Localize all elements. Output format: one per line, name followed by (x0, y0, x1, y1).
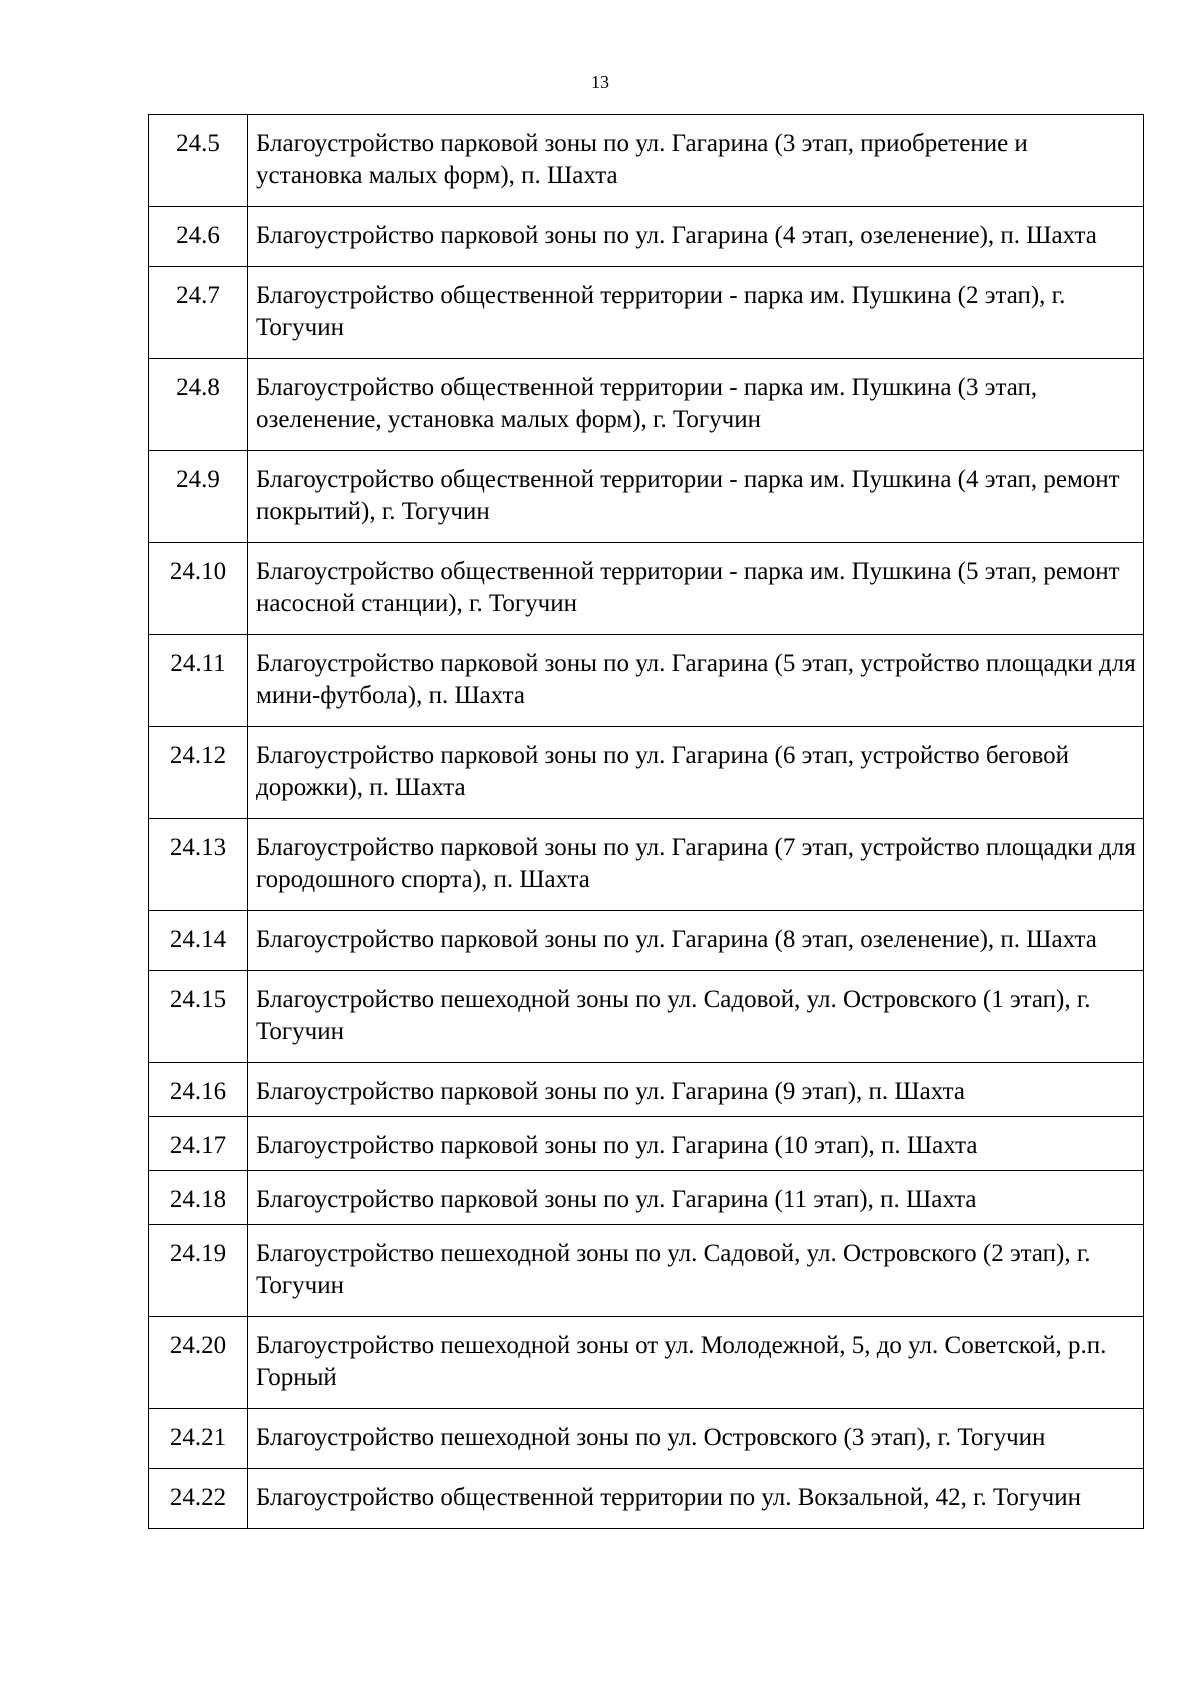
table-row (149, 819, 1144, 911)
row-description: Благоустройство общественной территории - парка им. Пушкина (5 этап, ремонт насосной станции), г. Тогучин (248, 543, 1144, 635)
row-description: Благоустройство пешеходной зоны по ул. Садовой, ул. Островского (1 этап), г. Тогучин (248, 971, 1144, 1063)
table-row (149, 1117, 1144, 1171)
row-description: Благоустройство парковой зоны по ул. Гагарина (8 этап, озеленение), п. Шахта (248, 911, 1144, 971)
row-number: 24.18 (149, 1171, 248, 1225)
table-row (149, 911, 1144, 971)
row-description: Благоустройство парковой зоны по ул. Гагарина (4 этап, озеленение), п. Шахта (248, 207, 1144, 267)
row-number: 24.8 (149, 359, 248, 451)
items-table (148, 114, 1144, 1529)
row-description: Благоустройство парковой зоны по ул. Гагарина (11 этап), п. Шахта (248, 1171, 1144, 1225)
row-number: 24.17 (149, 1117, 248, 1171)
table-row (149, 1409, 1144, 1469)
table-row (149, 207, 1144, 267)
row-description: Благоустройство общественной территории - парка им. Пушкина (2 этап), г. Тогучин (248, 267, 1144, 359)
row-description: Благоустройство общественной территории по ул. Вокзальной, 42, г. Тогучин (248, 1469, 1144, 1529)
table-row (149, 543, 1144, 635)
row-description: Благоустройство парковой зоны по ул. Гагарина (3 этап, приобретение и установка малых форм), п. Шахта (248, 115, 1144, 207)
table-row (149, 727, 1144, 819)
row-number: 24.13 (149, 819, 248, 911)
row-description: Благоустройство парковой зоны по ул. Гагарина (10 этап), п. Шахта (248, 1117, 1144, 1171)
row-number: 24.9 (149, 451, 248, 543)
row-number: 24.12 (149, 727, 248, 819)
row-number: 24.7 (149, 267, 248, 359)
row-number: 24.14 (149, 911, 248, 971)
table-row (149, 1469, 1144, 1529)
table-row (149, 359, 1144, 451)
items-table-body (149, 115, 1144, 1529)
table-row (149, 451, 1144, 543)
row-number: 24.19 (149, 1225, 248, 1317)
table-row (149, 971, 1144, 1063)
row-number: 24.6 (149, 207, 248, 267)
row-description: Благоустройство парковой зоны по ул. Гагарина (7 этап, устройство площадки для городошного спорта), п. Шахта (248, 819, 1144, 911)
table-row (149, 635, 1144, 727)
row-number: 24.21 (149, 1409, 248, 1469)
table-row (149, 1171, 1144, 1225)
row-number: 24.5 (149, 115, 248, 207)
row-description: Благоустройство пешеходной зоны от ул. Молодежной, 5, до ул. Советской, р.п. Горный (248, 1317, 1144, 1409)
table-row (149, 267, 1144, 359)
row-description: Благоустройство парковой зоны по ул. Гагарина (5 этап, устройство площадки для мини-футбола), п. Шахта (248, 635, 1144, 727)
row-number: 24.20 (149, 1317, 248, 1409)
row-description: Благоустройство общественной территории - парка им. Пушкина (4 этап, ремонт покрытий), г. Тогучин (248, 451, 1144, 543)
table-row (149, 1063, 1144, 1117)
row-description: Благоустройство парковой зоны по ул. Гагарина (9 этап), п. Шахта (248, 1063, 1144, 1117)
row-number: 24.22 (149, 1469, 248, 1529)
row-number: 24.10 (149, 543, 248, 635)
table-row (149, 115, 1144, 207)
table-row (149, 1225, 1144, 1317)
row-description: Благоустройство пешеходной зоны по ул. Островского (3 этап), г. Тогучин (248, 1409, 1144, 1469)
row-description: Благоустройство общественной территории - парка им. Пушкина (3 этап, озеленение, установка малых форм), г. Тогучин (248, 359, 1144, 451)
row-number: 24.16 (149, 1063, 248, 1117)
row-number: 24.15 (149, 971, 248, 1063)
row-description: Благоустройство парковой зоны по ул. Гагарина (6 этап, устройство беговой дорожки), п. Шахта (248, 727, 1144, 819)
page-number: 13 (591, 72, 609, 92)
table-row (149, 1317, 1144, 1409)
row-number: 24.11 (149, 635, 248, 727)
row-description: Благоустройство пешеходной зоны по ул. Садовой, ул. Островского (2 этап), г. Тогучин (248, 1225, 1144, 1317)
